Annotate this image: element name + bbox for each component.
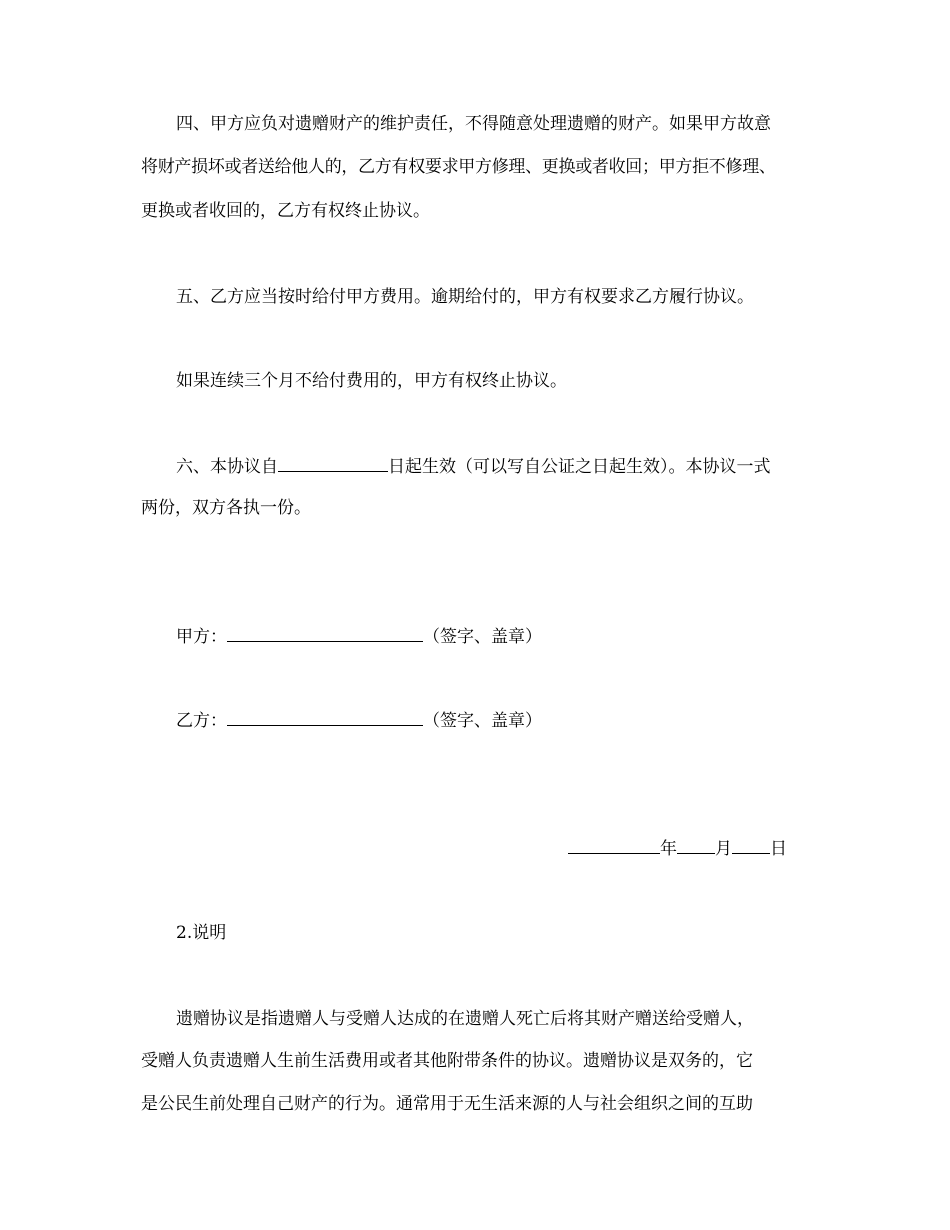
clause6-line2: 两份，双方各执一份。 xyxy=(141,498,311,518)
party-a-signature-row xyxy=(176,625,542,648)
clause4-line3: 更换或者收回的，乙方有权终止协议。 xyxy=(141,201,430,221)
clause4-line2: 将财产损坏或者送给他人的，乙方有权要求甲方修理、更换或者收回；甲方拒不修理、 xyxy=(141,157,776,177)
party-a-sign-note: （签字、盖章） xyxy=(423,627,542,647)
year-label: 年 xyxy=(660,839,677,859)
date-row xyxy=(568,837,787,860)
effective-date-blank[interactable] xyxy=(278,455,388,472)
party-a-signature-blank[interactable] xyxy=(227,625,423,642)
clause6-text-before-blank: 六、本协议自 xyxy=(176,457,278,477)
party-b-sign-note: （签字、盖章） xyxy=(423,711,542,731)
month-blank[interactable] xyxy=(677,837,715,854)
section2-heading: 2.说明 xyxy=(176,923,227,943)
clause6-line1 xyxy=(176,455,771,478)
party-a-label: 甲方： xyxy=(176,627,227,647)
section2-line3: 是公民生前处理自己财产的行为。通常用于无生活来源的人与社会组织之间的互助 xyxy=(141,1094,753,1114)
party-b-signature-row xyxy=(176,709,542,732)
day-blank[interactable] xyxy=(732,837,770,854)
year-blank[interactable] xyxy=(568,837,660,854)
clause6-text-after-blank: 日起生效（可以写自公证之日起生效）。本协议一式 xyxy=(388,457,771,477)
section2-line2: 受赠人负责遗赠人生前生活费用或者其他附带条件的协议。遗赠协议是双务的，它 xyxy=(141,1051,753,1071)
party-b-signature-blank[interactable] xyxy=(227,709,423,726)
party-b-label: 乙方： xyxy=(176,711,227,731)
section2-line1: 遗赠协议是指遗赠人与受赠人达成的在遗赠人死亡后将其财产赠送给受赠人， xyxy=(176,1009,754,1029)
clause5-line1: 五、乙方应当按时给付甲方费用。逾期给付的，甲方有权要求乙方履行协议。 xyxy=(176,287,754,307)
month-label: 月 xyxy=(715,839,732,859)
clause4-line1: 四、甲方应负对遗赠财产的维护责任，不得随意处理遗赠的财产。如果甲方故意 xyxy=(176,114,771,134)
clause5-line2: 如果连续三个月不给付费用的，甲方有权终止协议。 xyxy=(176,371,567,391)
day-label: 日 xyxy=(770,839,787,859)
